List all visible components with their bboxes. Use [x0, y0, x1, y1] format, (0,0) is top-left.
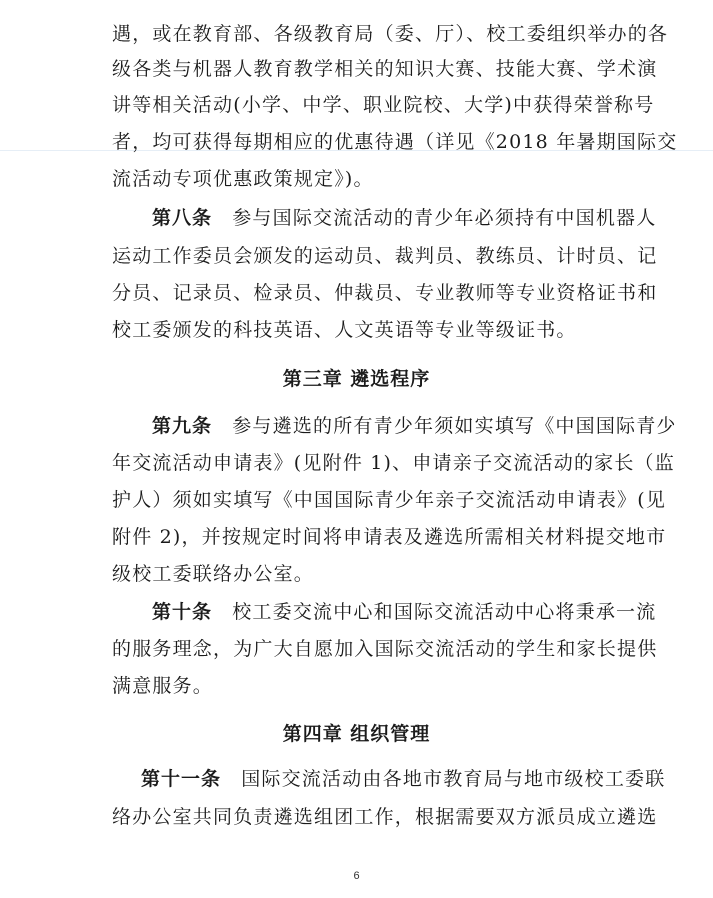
text-line: 讲等相关活动(小学、中学、职业院校、大学)中获得荣誉称号: [112, 94, 655, 116]
article-9-label: 第九条: [152, 415, 213, 437]
article-11-first-line: [141, 767, 665, 791]
article-11-label: 第十一条: [141, 768, 222, 790]
article-10-first-line: [152, 600, 656, 624]
text-line: 的服务理念，为广大自愿加入国际交流活动的学生和家长提供: [112, 638, 658, 660]
text-line: 年交流活动申请表》(见附件 1)、申请亲子交流活动的家长（监: [112, 452, 675, 474]
text-line: 络办公室共同负责遴选组团工作，根据需要双方派员成立遴选: [112, 806, 658, 828]
text-line: 运动工作委员会颁发的运动员、裁判员、教练员、计时员、记: [112, 245, 658, 267]
text-span: 校工委交流中心和国际交流活动中心将秉承一流: [232, 601, 657, 623]
text-line: 流活动专项优惠政策规定》)。: [112, 168, 374, 190]
text-line: 护人）须如实填写《中国国际青少年亲子交流活动申请表》(见: [112, 489, 667, 511]
article-8-label: 第八条: [152, 207, 213, 229]
text-span: 国际交流活动由各地市教育局与地市级校工委联: [241, 768, 666, 790]
article-9-first-line: [152, 414, 677, 438]
text-line: 满意服务。: [112, 675, 214, 697]
text-span: 参与国际交流活动的青少年必须持有中国机器人: [232, 207, 657, 229]
article-8-first-line: [152, 206, 656, 230]
text-line: 级校工委联络办公室。: [112, 563, 315, 585]
chapter-4-heading: 第四章 组织管理: [282, 723, 431, 745]
text-line: 遇，或在教育部、各级教育局（委、厅）、校工委组织举办的各: [112, 23, 669, 45]
text-line: 级各类与机器人教育教学相关的知识大赛、技能大赛、学术演: [112, 58, 658, 80]
text-line: 附件 2)，并按规定时间将申请表及遴选所需相关材料提交地市: [112, 526, 667, 548]
text-span: 参与遴选的所有青少年须如实填写《中国国际青少: [232, 415, 677, 437]
text-line: 分员、记录员、检录员、仲裁员、专业教师等专业资格证书和: [112, 282, 658, 304]
chapter-3-heading: 第三章 遴选程序: [282, 368, 431, 390]
text-line: 校工委颁发的科技英语、人文英语等专业等级证书。: [112, 319, 577, 341]
article-10-label: 第十条: [152, 601, 213, 623]
text-line: 者，均可获得每期相应的优惠待遇（详见《2018 年暑期国际交: [112, 131, 678, 153]
page-number: 6: [353, 870, 360, 882]
